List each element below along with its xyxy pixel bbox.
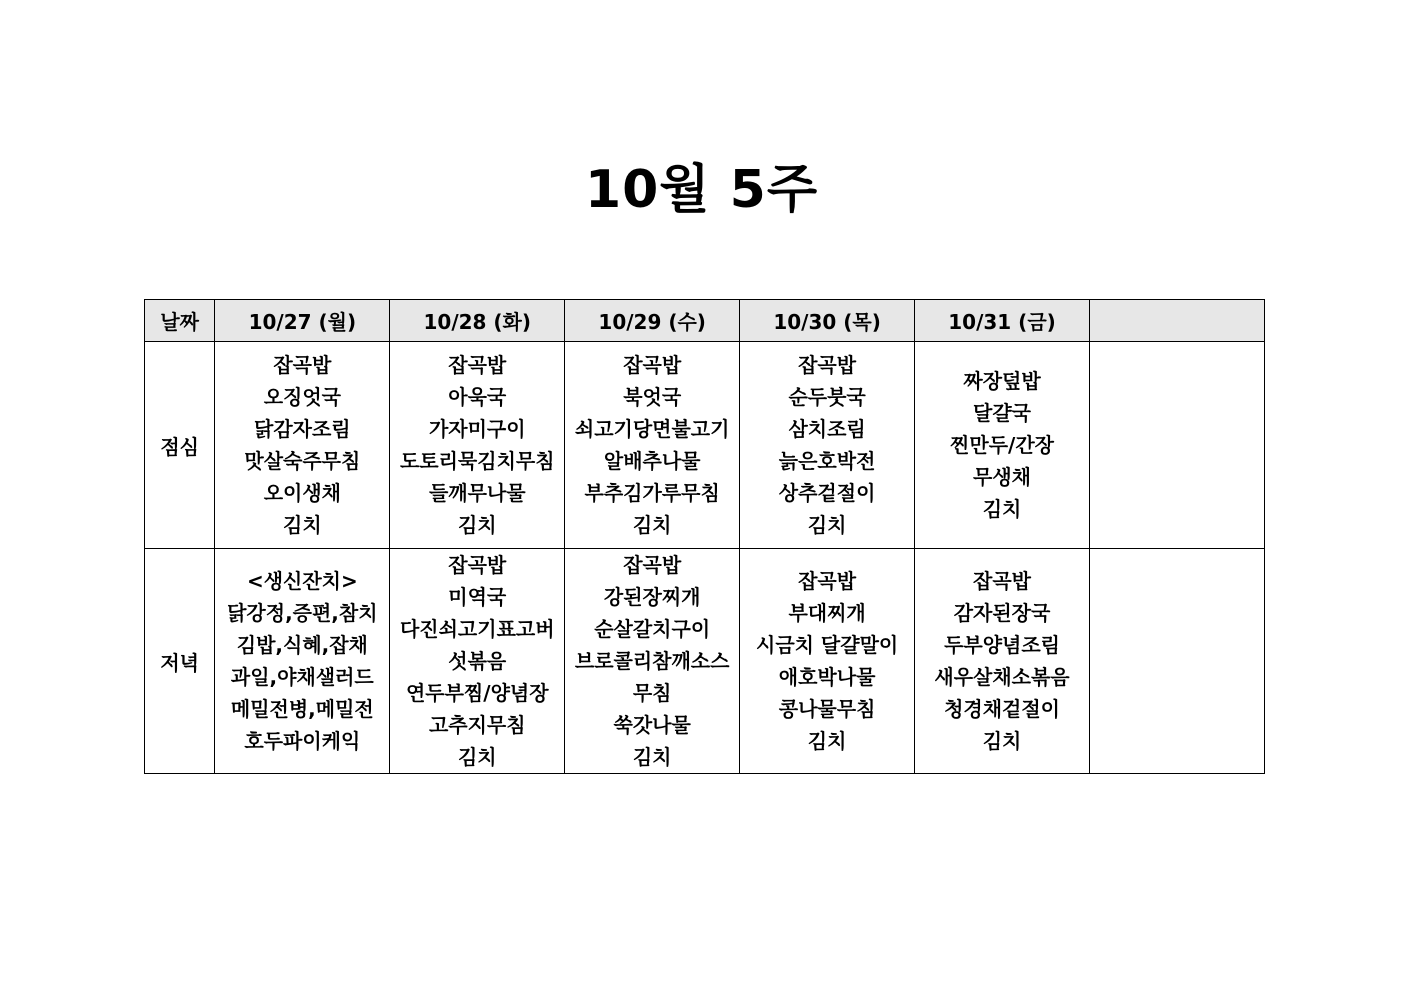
menu-item: 부대찌개 [788,601,866,625]
menu-item: 메밀전병,메밀전 [230,697,374,721]
menu-item: 김치 [457,745,497,769]
menu-item: 잡곡밥 [448,553,507,577]
empty-cell [1089,549,1264,774]
menu-item: 순살갈치구이 [594,617,711,641]
menu-cell [390,549,565,774]
menu-item: 잡곡밥 [448,353,507,377]
menu-item: 다진쇠고기표고버 [399,617,555,641]
menu-item: 콩나물무침 [778,697,876,721]
menu-item: 김밥,식혜,잡채 [236,633,368,657]
menu-item: 브로콜리참깨소스 [574,649,730,673]
menu-item: 쑥갓나물 [613,713,691,737]
menu-item: 두부양념조림 [944,633,1060,657]
weekly-menu-table [144,299,1265,774]
menu-item: 아욱국 [448,385,507,409]
menu-item: 청경채겉절이 [944,697,1060,721]
menu-item: 김치 [982,729,1022,753]
menu-item: 김치 [632,745,672,769]
menu-cell [915,342,1090,549]
page-title: 10월 5주 [584,160,819,220]
dinner-row [145,549,1265,774]
menu-cell [215,342,390,549]
menu-item: 잡곡밥 [798,569,857,593]
menu-item: <생신잔치> [246,569,358,593]
menu-cell [215,549,390,774]
menu-cell [740,549,915,774]
menu-item: 북엇국 [623,385,682,409]
menu-item: 강된장찌개 [603,585,701,609]
menu-item: 김치 [807,513,847,537]
date-label-header: 날짜 [145,300,215,342]
menu-item: 애호박나물 [778,665,876,689]
menu-item: 닭강정,증편,참치 [227,601,378,625]
day-header: 10/31 (금) [915,300,1090,342]
menu-cell [915,549,1090,774]
menu-item: 무생채 [973,465,1031,489]
menu-cell [390,342,565,549]
menu-cell [740,342,915,549]
menu-item: 부추김가루무침 [584,481,720,505]
menu-item: 알배추나물 [603,449,701,473]
empty-header [1089,300,1264,342]
menu-item: 호두파이케익 [244,729,361,753]
day-header: 10/27 (월) [215,300,390,342]
menu-item: 삼치조림 [788,417,866,441]
menu-cell [565,342,740,549]
menu-item: 감자된장국 [953,601,1051,625]
menu-item: 잡곡밥 [273,353,332,377]
menu-item: 오이생채 [263,481,341,505]
menu-item: 연두부찜/양념장 [405,681,549,705]
menu-item: 고추지무침 [428,713,526,737]
menu-item: 오징엇국 [263,385,341,409]
menu-item: 김치 [982,497,1022,521]
menu-item: 잡곡밥 [623,353,682,377]
menu-item: 김치 [457,513,497,537]
menu-item: 김치 [632,513,672,537]
menu-item: 상추겉절이 [778,481,876,505]
day-header: 10/29 (수) [565,300,740,342]
menu-item: 김치 [283,513,322,537]
menu-item: 잡곡밥 [798,353,857,377]
menu-item: 쇠고기당면불고기 [574,417,730,441]
menu-item: 찐만두/간장 [950,433,1054,457]
lunch-label: 점심 [145,342,215,549]
day-header: 10/28 (화) [390,300,565,342]
menu-item: 과일,야채샐러드 [230,665,374,689]
dinner-label: 저녁 [145,549,215,774]
empty-cell [1089,342,1264,549]
menu-item: 잡곡밥 [973,569,1031,593]
menu-item: 도토리묵김치무침 [399,449,555,473]
menu-item: 미역국 [448,585,507,609]
menu-item: 늙은호박전 [778,449,876,473]
menu-item: 새우살채소볶음 [934,665,1070,689]
menu-item: 무침 [632,681,672,705]
menu-item: 김치 [807,729,847,753]
menu-item: 닭감자조림 [254,417,351,441]
lunch-row [145,342,1265,549]
header-row [145,300,1265,342]
menu-item: 시금치 달걀말이 [756,633,899,657]
menu-item: 달걀국 [973,401,1031,425]
menu-item: 순두붓국 [788,385,866,409]
menu-item: 가자미구이 [428,417,526,441]
menu-item: 짜장덮밥 [963,369,1041,393]
day-header: 10/30 (목) [740,300,915,342]
menu-item: 맛살숙주무침 [244,449,361,473]
menu-item: 잡곡밥 [623,553,682,577]
menu-item: 섯볶음 [448,649,507,673]
menu-item: 들깨무나물 [428,481,526,505]
menu-cell [565,549,740,774]
